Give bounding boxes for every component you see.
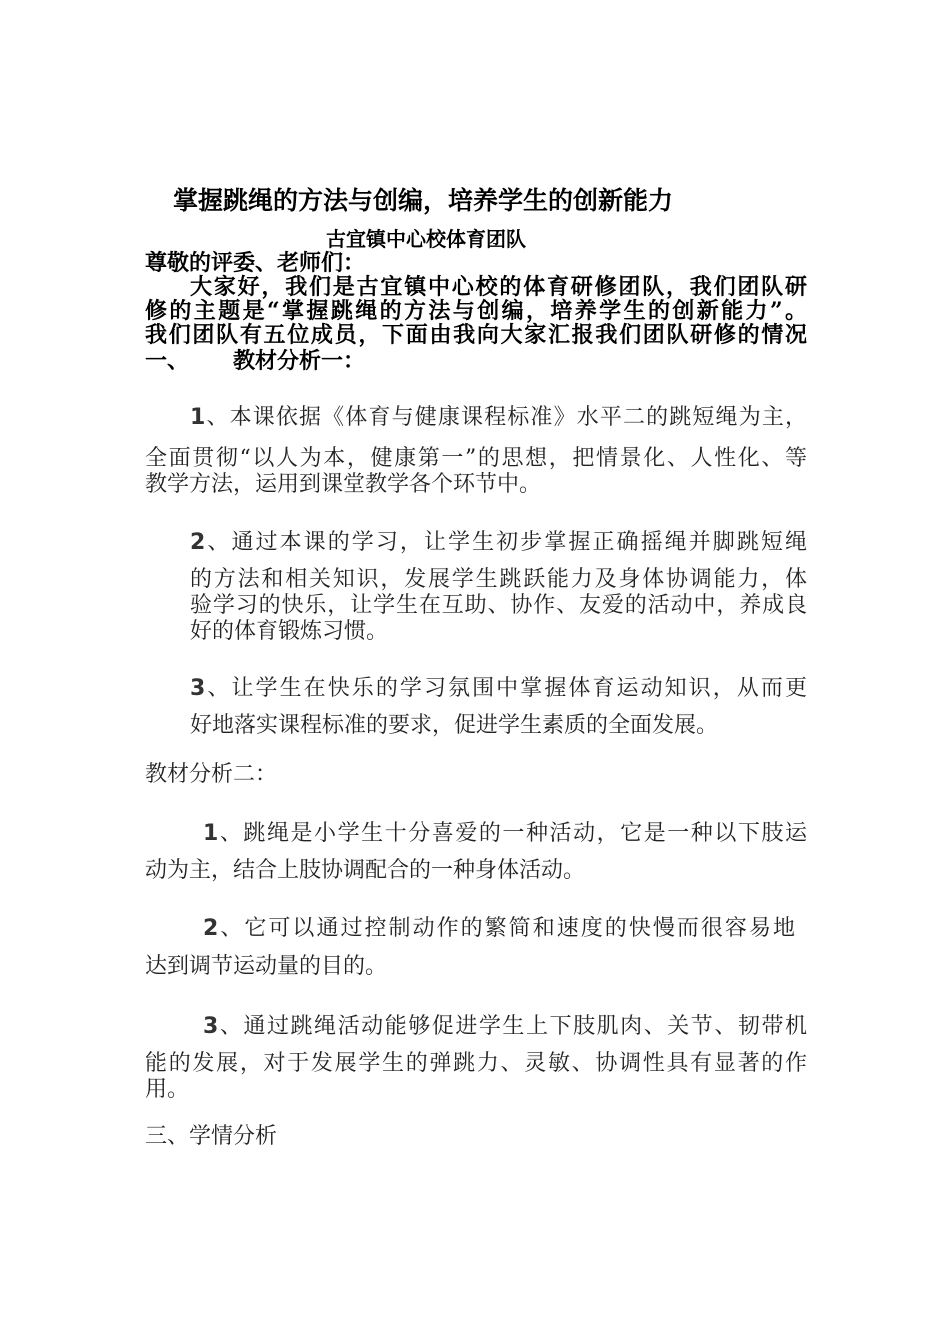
list-item: [203, 1014, 807, 1040]
document-title: 掌握跳绳的方法与创编，培养学生的创新能力: [173, 186, 674, 215]
item-text: 、通过跳绳活动能够促进学生上下肢肌肉、关节、韧带机: [218, 1014, 807, 1039]
list-item-line: 达到调节运动量的目的。: [145, 954, 388, 979]
item-text: 、本课依据《体育与健康课程标准》水平二的跳短绳为主，: [205, 405, 807, 430]
section-heading-2: 教材分析二：: [145, 762, 278, 787]
list-item-line: 验学习的快乐，让学生在互助、协作、友爱的活动中，养成良: [190, 593, 807, 618]
intro-line: 我们团队有五位成员，下面由我向大家汇报我们团队研修的情况: [145, 322, 807, 348]
item-text: 、通过本课的学习，让学生初步掌握正确摇绳并脚跳短绳: [205, 530, 807, 555]
intro-line: 修的主题是“掌握跳绳的方法与创编，培养学生的创新能力”。: [145, 298, 807, 324]
item-text: 、跳绳是小学生十分喜爱的一种活动，它是一种以下肢运: [218, 821, 807, 846]
salutation: 尊敬的评委、老师们：: [145, 250, 366, 276]
list-item-line: 的方法和相关知识，发展学生跳跃能力及身体协调能力，体: [190, 567, 807, 592]
item-number: 2: [190, 530, 206, 555]
section-heading-3: 三、学情分析: [145, 1124, 278, 1149]
list-item-line: 能的发展，对于发展学生的弹跳力、灵敏、协调性具有显著的作: [145, 1051, 807, 1076]
item-text: 、让学生在快乐的学习氛围中掌握体育运动知识，从而更: [205, 676, 807, 701]
section-number: 一、: [145, 348, 190, 374]
item-number: 3: [203, 1014, 219, 1039]
intro-line: 大家好，我们是古宜镇中心校的体育研修团队，我们团队研: [190, 274, 807, 300]
section-heading-1: [145, 348, 365, 374]
list-item: [190, 405, 807, 431]
list-item: [190, 676, 807, 702]
document-subtitle: 古宜镇中心校体育团队: [326, 227, 526, 251]
section-label: 教材分析一：: [233, 348, 366, 374]
list-item-line: 好的体育锻炼习惯。: [190, 619, 389, 644]
item-number: 1: [203, 821, 219, 846]
list-item-line: 动为主，结合上肢协调配合的一种身体活动。: [145, 858, 586, 883]
item-number: 2: [203, 916, 219, 941]
list-item: [203, 821, 807, 847]
list-item-line: 教学方法，运用到课堂教学各个环节中。: [145, 472, 542, 497]
item-number: 1: [190, 405, 206, 430]
list-item: [190, 530, 807, 556]
list-item-line: 好地落实课程标准的要求，促进学生素质的全面发展。: [190, 713, 719, 738]
list-item-line: 全面贯彻“以人为本，健康第一”的思想，把情景化、人性化、等: [145, 446, 807, 471]
item-number: 3: [190, 676, 206, 701]
item-text: 、它可以通过控制动作的繁简和速度的快慢而很容易地: [218, 916, 795, 941]
list-item: [203, 916, 795, 942]
list-item-line: 用。: [145, 1077, 190, 1102]
